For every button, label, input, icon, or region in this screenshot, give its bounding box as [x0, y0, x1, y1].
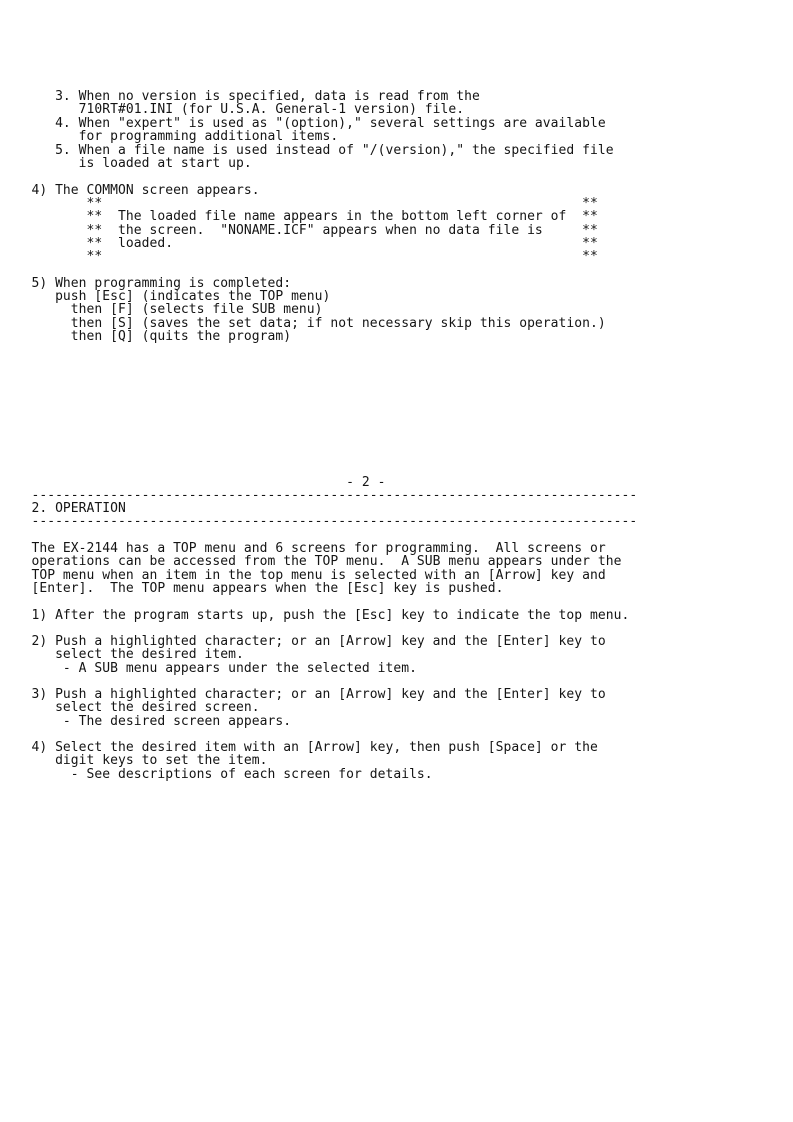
text-line: TOP menu when an item in the top menu is selected with an [Arrow] key and — [0, 568, 606, 583]
text-line: 2) Push a highlighted character; or an [Arrow] key and the [Enter] key to — [0, 634, 606, 649]
text-line: ** The loaded file name appears in the bottom left corner of ** — [0, 209, 598, 224]
text-line: for programming additional items. — [0, 129, 339, 144]
text-line: 5. When a file name is used instead of "/(version)," the specified file — [0, 143, 614, 158]
text-line: 3) Push a highlighted character; or an [Arrow] key and the [Enter] key to — [0, 687, 606, 702]
text-line: - A SUB menu appears under the selected item. — [0, 661, 417, 676]
text-line: ** the screen. "NONAME.ICF" appears when no data file is ** — [0, 223, 598, 238]
text-line: ----------------------------------------------------------------------------- — [0, 514, 638, 529]
text-line: The EX-2144 has a TOP menu and 6 screens for programming. All screens or — [0, 541, 606, 556]
text-line: ** ** — [0, 196, 598, 211]
text-line: 4) Select the desired item with an [Arrow] key, then push [Space] or the — [0, 740, 598, 755]
text-line: is loaded at start up. — [0, 156, 252, 171]
text-line: - 2 - — [0, 475, 386, 490]
text-line: 4. When "expert" is used as "(option)," several settings are available — [0, 116, 606, 131]
text-line: then [Q] (quits the program) — [0, 329, 292, 344]
text-line: then [S] (saves the set data; if not necessary skip this operation.) — [0, 316, 606, 331]
text-line: - The desired screen appears. — [0, 714, 292, 729]
text-line: push [Esc] (indicates the TOP menu) — [0, 289, 331, 304]
text-line: then [F] (selects file SUB menu) — [0, 302, 323, 317]
text-line: select the desired screen. — [0, 700, 260, 715]
text-line: 1) After the program starts up, push the [Esc] key to indicate the top menu. — [0, 608, 630, 623]
text-line: ** loaded. ** — [0, 236, 598, 251]
text-line: digit keys to set the item. — [0, 753, 268, 768]
text-line: 3. When no version is specified, data is read from the — [0, 89, 480, 104]
text-line: operations can be accessed from the TOP menu. A SUB menu appears under the — [0, 554, 622, 569]
text-line: select the desired item. — [0, 647, 244, 662]
text-line: 710RT#01.INI (for U.S.A. General-1 version) file. — [0, 102, 465, 117]
text-line: 4) The COMMON screen appears. — [0, 183, 260, 198]
text-line: [Enter]. The TOP menu appears when the [Esc] key is pushed. — [0, 581, 504, 596]
text-line: 5) When programming is completed: — [0, 276, 292, 291]
text-line: ----------------------------------------------------------------------------- — [0, 488, 638, 503]
text-line: ** ** — [0, 249, 598, 264]
text-line: 2. OPERATION — [0, 501, 126, 516]
text-line: - See descriptions of each screen for details. — [0, 767, 433, 782]
